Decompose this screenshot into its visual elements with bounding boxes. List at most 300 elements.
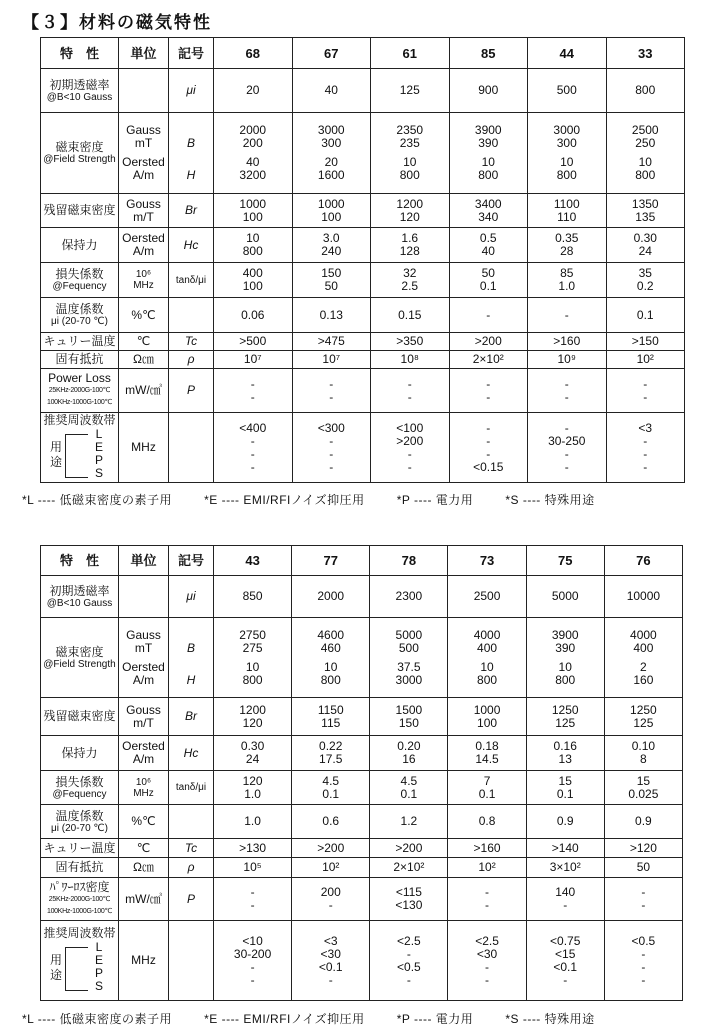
value-line: - (406, 972, 411, 987)
symbol-cell (169, 805, 214, 839)
value-line: <3 (323, 933, 338, 948)
value-cell (526, 921, 604, 1001)
property-label (41, 805, 119, 839)
unit-cell (119, 921, 169, 1001)
property-label-line: 100KHz-1000G-100℃ (46, 399, 113, 406)
unit-cell (119, 194, 169, 228)
value-line: - (407, 376, 412, 391)
header-material: 85 (449, 38, 528, 69)
value-line: 500 (556, 83, 577, 97)
property-label (41, 576, 119, 618)
value-line: - (643, 389, 648, 404)
symbol-cell (169, 351, 214, 369)
unit-cell (119, 771, 169, 805)
symbol-cell (169, 333, 214, 351)
value-line: 10⁵ (243, 860, 262, 874)
property-label-line: 100KHz-1000G-100℃ (46, 907, 113, 915)
value-line: <300 (317, 420, 345, 435)
value-line: 1250 (551, 702, 579, 717)
value-cell (292, 413, 371, 483)
usage-footnote: *E ---- EMI/RFIノイズ抑圧用 (204, 493, 365, 507)
property-label (41, 921, 119, 1001)
value-cell (214, 858, 292, 878)
value-line: - (486, 446, 491, 461)
symbol-cell (169, 194, 214, 228)
value-line: 1200 (239, 702, 266, 717)
value-line: 460 (320, 640, 341, 655)
value-line: >120 (629, 840, 657, 855)
value-cell (604, 858, 682, 878)
value-line: 390 (555, 640, 576, 655)
usage-letters (95, 428, 103, 480)
unit-line: A/m (132, 168, 155, 182)
value-line: 40 (324, 83, 338, 97)
unit-line: MHz (131, 953, 156, 967)
value-line: 16 (402, 752, 416, 766)
table-row-rem (41, 698, 683, 736)
value-line: 0.16 (553, 739, 577, 753)
value-cell (526, 736, 604, 771)
symbol-cell (169, 113, 214, 194)
value-line: 125 (555, 715, 576, 730)
value-line: >350 (396, 334, 424, 348)
property-label-line: ﾊﾟﾜｰﾛｽ密度 (49, 879, 110, 894)
value-line: - (564, 420, 569, 435)
value-cell (292, 921, 370, 1001)
property-label-line: Power Loss (48, 371, 111, 385)
value-line: - (250, 446, 255, 461)
value-line: 1.0 (244, 814, 261, 828)
value-line: 0.1 (400, 786, 418, 801)
property-label-line: @Field Strength (43, 658, 116, 670)
value-cell (214, 736, 292, 771)
value-cell (214, 839, 292, 858)
value-line: 3000 (553, 123, 581, 137)
value-line: 2 (640, 659, 647, 674)
unit-line: ℃ (136, 840, 151, 855)
value-line: 0.13 (319, 307, 343, 322)
value-cell (370, 921, 448, 1001)
unit-line: Gouss (126, 702, 161, 717)
value-line: 340 (478, 209, 499, 224)
value-cell (606, 369, 685, 413)
value-cell (449, 351, 528, 369)
value-line: 0.10 (631, 739, 656, 753)
value-line: 3.0 (322, 231, 340, 245)
value-line: 4.5 (400, 773, 418, 788)
value-line: - (485, 959, 490, 974)
value-line: - (486, 376, 491, 391)
value-line: 1000 (473, 702, 501, 717)
unit-line (121, 590, 166, 603)
usage-footnote: *L ---- 低磁束密度の素子用 (22, 1012, 173, 1026)
value-cell (606, 228, 685, 263)
usage-letter: L (95, 939, 103, 954)
property-label-line: @B<10 Gauss (46, 597, 113, 609)
value-cell (370, 839, 448, 858)
symbol-line (171, 954, 211, 967)
value-line: 0.22 (319, 739, 343, 753)
value-line: 50 (636, 860, 651, 874)
value-line: 125 (399, 83, 420, 97)
unit-cell (119, 878, 169, 921)
value-line: 500 (398, 640, 419, 655)
value-line: 10⁹ (557, 352, 576, 366)
value-line: 150 (398, 715, 419, 730)
value-line: >200 (396, 433, 424, 448)
header-material: 44 (528, 38, 607, 69)
value-line: 0.025 (628, 786, 659, 801)
value-cell (292, 351, 371, 369)
symbol-cell (169, 576, 214, 618)
property-label-line: 保持力 (61, 237, 98, 252)
value-cell (448, 771, 526, 805)
unit-line: MHz (131, 440, 156, 454)
value-line: 120 (242, 715, 263, 730)
value-line: 800 (320, 672, 341, 687)
property-label (41, 298, 119, 333)
value-cell (292, 576, 370, 618)
property-label-line: 磁束密度 (55, 140, 104, 154)
value-line: 1500 (395, 702, 423, 717)
value-line: 2×10² (472, 352, 504, 366)
table-row-freq (41, 921, 683, 1001)
value-cell (606, 194, 685, 228)
value-cell (526, 878, 604, 921)
property-label (41, 351, 119, 369)
value-line: - (643, 376, 648, 391)
value-line: <0.1 (318, 959, 343, 974)
value-cell (449, 263, 528, 298)
value-line: 100 (242, 209, 263, 224)
value-cell (214, 618, 292, 698)
property-label (41, 839, 119, 858)
value-cell (526, 805, 604, 839)
value-line: 2500 (631, 123, 659, 137)
value-cell (292, 736, 370, 771)
header-material: 77 (292, 546, 370, 576)
value-line: 10⁷ (243, 352, 262, 366)
value-cell (604, 576, 682, 618)
property-label (41, 413, 119, 483)
value-line: <100 (396, 420, 424, 435)
header-unit: 単位 (119, 546, 169, 576)
value-line: 0.1 (479, 279, 497, 293)
symbol-line (171, 441, 211, 454)
value-line: - (564, 307, 569, 322)
value-line: 10 (403, 155, 417, 169)
value-cell (214, 69, 293, 113)
property-label (41, 771, 119, 805)
value-line: 10 (638, 155, 652, 169)
value-cell (449, 69, 528, 113)
property-label (41, 263, 119, 298)
value-line: 390 (478, 136, 499, 150)
value-cell (528, 113, 607, 194)
property-label-line: 推奨周波数帯 (43, 412, 116, 427)
property-label (41, 333, 119, 351)
value-line: 10² (322, 860, 340, 874)
symbol-line: tanδ/μi (175, 274, 207, 286)
symbol-line: μi (186, 83, 196, 97)
header-property: 特 性 (41, 546, 119, 576)
unit-line: A/m (132, 672, 155, 687)
property-label (41, 618, 119, 698)
unit-line: MHz (133, 787, 154, 799)
property-label (41, 228, 119, 263)
property-label-line: 損失係数 (55, 267, 104, 281)
unit-cell (119, 298, 169, 333)
symbol-line: ρ (187, 860, 195, 874)
value-line: 0.06 (241, 307, 265, 322)
value-line: <3 (638, 420, 653, 435)
section-title: 【３】材料の磁気特性 (22, 13, 212, 32)
symbol-line: μi (186, 589, 196, 603)
value-line: 300 (321, 136, 342, 150)
unit-line: 10⁶ (135, 776, 152, 788)
value-line: <400 (239, 420, 267, 435)
value-line: 850 (242, 589, 263, 603)
value-line: 50 (324, 279, 338, 293)
value-line: 10 (245, 659, 260, 674)
value-cell (604, 805, 682, 839)
value-line: 800 (635, 168, 656, 182)
value-cell (214, 576, 292, 618)
usage-bracket (43, 428, 116, 482)
value-line: >200 (474, 334, 502, 348)
value-line: 125 (633, 715, 654, 730)
symbol-cell (169, 878, 214, 921)
value-line: 800 (399, 168, 420, 182)
table-row-flux (41, 113, 685, 194)
value-line: 1.6 (401, 231, 419, 245)
usage-footnote: *L ---- 低磁束密度の素子用 (22, 493, 173, 507)
value-line: - (329, 376, 334, 391)
value-cell (528, 194, 607, 228)
unit-cell (119, 618, 169, 698)
unit-line: %℃ (131, 307, 156, 322)
property-label-line: キュリー温度 (43, 840, 116, 855)
unit-cell (119, 698, 169, 736)
unit-line: Oersted (122, 739, 165, 753)
value-cell (371, 228, 450, 263)
value-line: - (329, 389, 334, 404)
unit-line: A/m (132, 752, 155, 766)
value-line: 135 (635, 209, 656, 224)
value-line: 235 (399, 136, 420, 150)
value-line: 4000 (630, 627, 657, 642)
value-line: 10⁸ (400, 352, 419, 366)
value-line: 13 (558, 752, 572, 766)
value-cell (606, 298, 685, 333)
value-line: 10000 (626, 589, 661, 603)
unit-line: A/m (132, 244, 155, 258)
value-line: 24 (638, 244, 652, 258)
value-line: 0.1 (556, 786, 574, 801)
unit-line (121, 84, 166, 97)
value-line: 5000 (395, 627, 423, 642)
value-cell (371, 298, 450, 333)
value-line: 0.15 (398, 307, 422, 322)
value-cell (371, 413, 450, 483)
value-line: - (250, 433, 255, 448)
symbol-cell (169, 413, 214, 483)
value-line: - (641, 885, 646, 899)
value-line: - (486, 307, 491, 322)
symbol-cell (169, 771, 214, 805)
table-row-curie (41, 839, 683, 858)
value-line: 800 (478, 168, 499, 182)
usage-footnote: *S ---- 特殊用途 (505, 493, 595, 507)
value-line: - (564, 389, 569, 404)
value-line: - (250, 972, 255, 987)
value-line: - (486, 420, 491, 435)
value-cell (292, 839, 370, 858)
value-line: 275 (242, 640, 263, 655)
usage-letter: P (95, 452, 104, 467)
usage-footnote: *S ---- 特殊用途 (505, 1012, 595, 1026)
value-line: - (329, 446, 334, 461)
unit-cell (119, 413, 169, 483)
value-cell (449, 194, 528, 228)
usage-letter: E (95, 952, 104, 967)
value-line: - (328, 972, 333, 987)
value-line: <0.1 (553, 959, 578, 974)
value-line: 150 (321, 266, 342, 280)
value-cell (214, 413, 293, 483)
value-line: 85 (560, 266, 574, 280)
header-material: 73 (448, 546, 526, 576)
value-line: <30 (476, 946, 498, 961)
property-label-line: 損失係数 (55, 774, 104, 789)
symbol-line: P (186, 383, 195, 397)
value-line: 4000 (473, 627, 501, 642)
value-line: - (485, 972, 490, 987)
value-cell (604, 736, 682, 771)
value-line: 1200 (396, 196, 424, 211)
value-line: - (563, 898, 568, 912)
usage-letter: S (95, 978, 104, 993)
header-material: 33 (606, 38, 685, 69)
value-line: 3200 (239, 168, 267, 182)
value-line: 0.1 (636, 307, 654, 322)
value-cell (606, 333, 685, 351)
symbol-line: H (186, 672, 196, 687)
header-symbol: 記号 (169, 546, 214, 576)
value-line: 120 (399, 209, 420, 224)
bracket-line (65, 434, 88, 478)
value-line: 5000 (551, 589, 579, 603)
value-line: - (564, 459, 569, 474)
value-cell (604, 618, 682, 698)
value-cell (606, 113, 685, 194)
unit-line: Oersted (122, 155, 165, 169)
table-row-loss (41, 771, 683, 805)
property-label-line: 温度係数 (55, 302, 104, 316)
value-line: 240 (321, 244, 342, 258)
value-cell (370, 878, 448, 921)
value-line: - (407, 446, 412, 461)
value-cell (292, 333, 371, 351)
usage-footnote: *P ---- 電力用 (396, 493, 474, 507)
value-cell (370, 698, 448, 736)
unit-cell (119, 576, 169, 618)
value-line: 10² (478, 860, 496, 874)
header-unit: 単位 (119, 38, 169, 69)
value-line: 3×10² (549, 860, 581, 874)
symbol-cell (169, 69, 214, 113)
value-line: 10 (480, 659, 494, 674)
table-row-res (41, 858, 683, 878)
value-line: <115 (395, 885, 422, 899)
value-line: 800 (555, 672, 576, 687)
property-label (41, 698, 119, 736)
property-label-line: μi (20-70 ℃) (50, 316, 108, 327)
value-cell (604, 839, 682, 858)
value-line: 300 (556, 136, 577, 150)
value-cell (292, 805, 370, 839)
value-line: 250 (635, 136, 656, 150)
unit-line: m/T (133, 209, 154, 224)
symbol-cell (169, 858, 214, 878)
value-line: 1600 (317, 168, 345, 182)
value-cell (214, 805, 292, 839)
header-material: 68 (214, 38, 293, 69)
unit-line: Ω㎝ (133, 860, 154, 874)
unit-line: mT (134, 136, 153, 150)
unit-cell (119, 736, 169, 771)
value-line: <2.5 (475, 933, 499, 948)
value-line: >140 (551, 840, 579, 855)
table-row-coer (41, 228, 685, 263)
value-line: - (486, 433, 491, 448)
value-line: 20 (246, 83, 260, 97)
value-line: 400 (242, 266, 263, 280)
value-cell (526, 698, 604, 736)
symbol-line: Tc (184, 840, 198, 855)
value-cell (214, 771, 292, 805)
property-label-line: 残留磁束密度 (43, 709, 116, 723)
unit-line: mW/㎤ (125, 891, 162, 906)
property-label-line: μi (20-70 ℃) (50, 822, 108, 834)
value-cell (292, 369, 371, 413)
value-cell (606, 69, 685, 113)
property-label-line: @Fequency (52, 281, 107, 292)
table-row-init (41, 576, 683, 618)
value-cell (214, 333, 293, 351)
value-line: 800 (635, 83, 656, 97)
value-line: <130 (395, 898, 423, 912)
property-label (41, 878, 119, 921)
value-line: <2.5 (397, 933, 421, 948)
value-line: - (643, 433, 648, 448)
value-cell (292, 771, 370, 805)
value-line: 3900 (551, 627, 579, 642)
unit-line: Ω㎝ (133, 352, 154, 366)
value-line: 2000 (239, 123, 267, 137)
value-line: - (250, 459, 255, 474)
symbol-cell (169, 618, 214, 698)
table-row-temp (41, 805, 683, 839)
value-cell (292, 113, 371, 194)
value-line: 17.5 (319, 752, 343, 766)
value-cell (370, 576, 448, 618)
value-line: 20 (324, 155, 338, 169)
value-cell (292, 69, 371, 113)
property-label (41, 858, 119, 878)
symbol-cell (169, 839, 214, 858)
table-row-power (41, 878, 683, 921)
